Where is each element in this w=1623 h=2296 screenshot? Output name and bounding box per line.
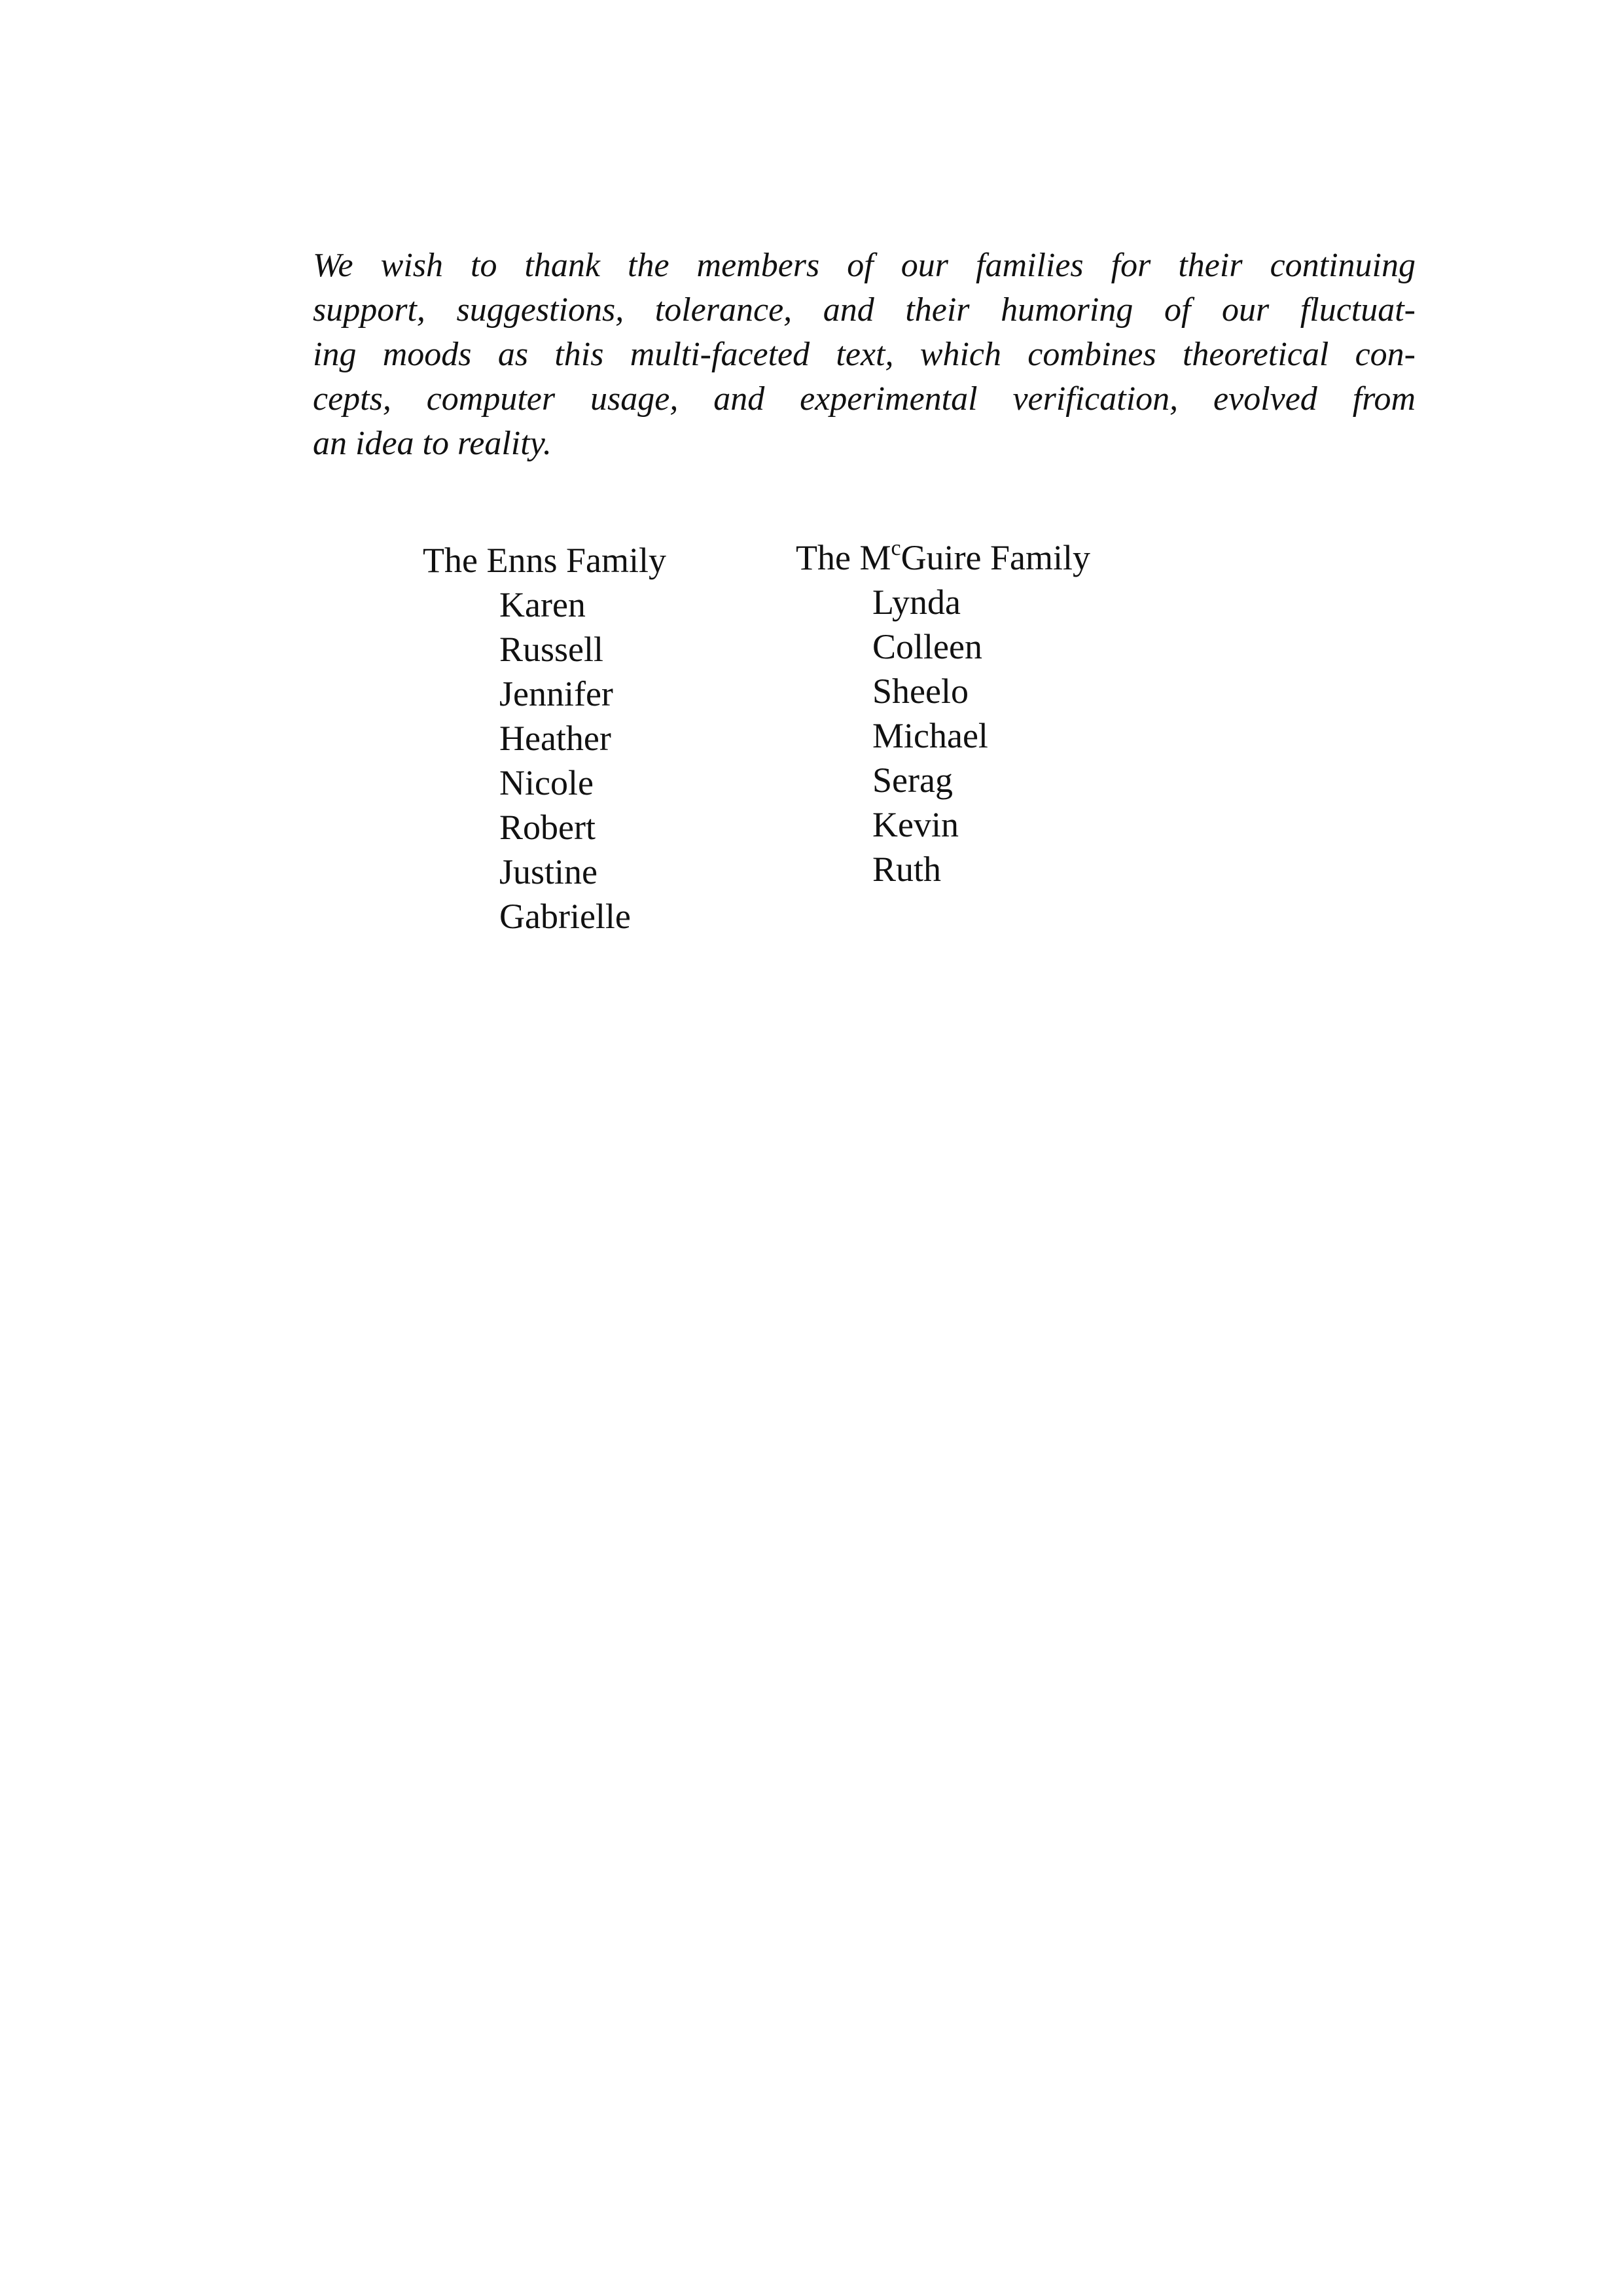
dedication-line: ing moods as this multi-faceted text, which combines theoretical con- <box>313 336 1416 373</box>
mcguire-title-superscript: c <box>891 536 901 560</box>
mcguire-family-list <box>796 535 1090 891</box>
mcguire-family-members <box>796 580 1090 891</box>
family-member: Justine <box>499 852 598 891</box>
dedication-line: an idea to reality. <box>313 425 552 462</box>
family-member: Gabrielle <box>499 897 631 936</box>
family-member: Colleen <box>872 627 982 666</box>
dedication-paragraph <box>313 243 1416 466</box>
family-member: Michael <box>872 716 988 755</box>
family-member: Heather <box>499 719 611 758</box>
family-member: Karen <box>499 585 586 624</box>
family-member: Russell <box>499 630 604 669</box>
family-member: Sheelo <box>872 672 969 711</box>
mcguire-family-title <box>796 535 1090 580</box>
dedication-line: cepts, computer usage, and experimental verification, evolved from <box>313 380 1416 418</box>
family-member: Ruth <box>872 850 942 889</box>
dedication-line: support, suggestions, tolerance, and their humoring of our fluctuat- <box>313 291 1416 329</box>
family-member: Jennifer <box>499 674 613 713</box>
family-member: Serag <box>872 761 953 800</box>
enns-family-title: The Enns Family <box>423 541 666 580</box>
enns-family-list <box>423 538 666 939</box>
family-member: Lynda <box>872 583 961 622</box>
family-member: Nicole <box>499 763 594 802</box>
enns-family-members <box>423 583 666 939</box>
family-member: Kevin <box>872 805 959 844</box>
family-member: Robert <box>499 808 596 847</box>
mcguire-title-suffix: Guire Family <box>901 538 1091 577</box>
dedication-line: We wish to thank the members of our families for their continuing <box>313 247 1416 284</box>
mcguire-title-prefix: The M <box>796 538 891 577</box>
